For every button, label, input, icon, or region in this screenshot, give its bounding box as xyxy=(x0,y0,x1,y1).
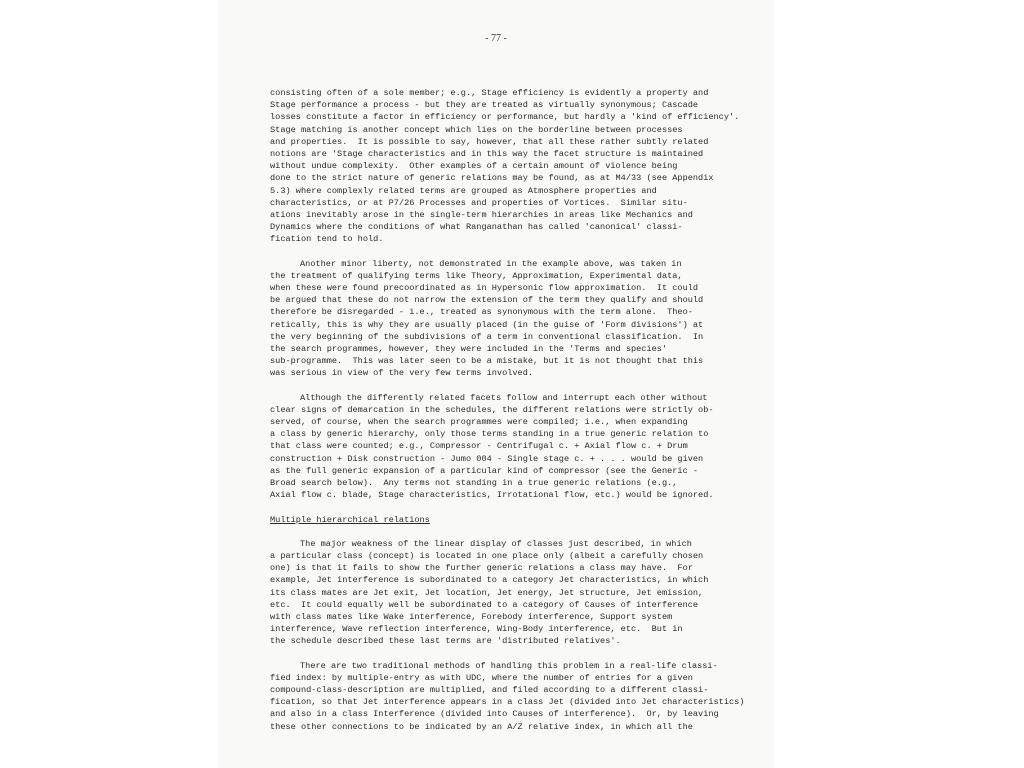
text-line: fication tend to hold. xyxy=(270,234,384,245)
text-line: ations inevitably arose in the single-term hierarchies in areas like Mechanics and xyxy=(270,210,693,221)
text-line: these other connections to be indicated by an A/Z relative index, in which all the xyxy=(270,721,693,732)
text-line: the very beginning of the subdivisions of a term in conventional classification. In xyxy=(270,331,704,342)
paragraph-1 xyxy=(270,87,740,246)
text-line: Broad search below). Any terms not standing in a true generic relations (e.g., xyxy=(270,478,678,489)
paragraph-2 xyxy=(270,258,728,380)
section-heading: Multiple hierarchical relations xyxy=(270,514,430,525)
text-line: Although the differently related facets follow and interrupt each other without xyxy=(300,392,708,403)
body-text xyxy=(270,87,745,745)
text-line: without undue complexity. Other examples of a certain amount of violence being xyxy=(270,161,678,172)
text-line: construction + Disk construction - Jumo 004 - Single stage c. + . . . would be given xyxy=(270,453,704,464)
text-line: when these were found precoordinated as in Hypersonic flow approximation. It could xyxy=(270,283,699,294)
text-line: Stage matching is another concept which lies on the borderline between processes xyxy=(270,124,683,135)
text-line: the treatment of qualifying terms like Theory, Approximation, Experimental data, xyxy=(270,270,683,281)
text-line: a class by generic hierarchy, only those terms standing in a true generic relation to xyxy=(270,429,709,440)
text-line: etc. It could equally well be subordinated to a category of Causes of interference xyxy=(270,599,699,610)
text-line: notions are 'Stage characteristics and in this way the facet structure is maintained xyxy=(270,149,704,160)
document-page xyxy=(218,0,774,768)
text-line: compound-class-description are multiplied, and filed according to a different classi- xyxy=(270,684,709,695)
text-line: and also in a class Interference (divided into Causes of interference). Or, by leaving xyxy=(270,709,719,720)
text-line: retically, this is why they are usually placed (in the guise of 'Form divisions') at xyxy=(270,319,704,330)
text-line: losses constitute a factor in efficiency or performance, but hardly a 'kind of efficiency'. xyxy=(270,112,740,123)
text-line: fied index: by multiple-entry as with UDC, where the number of entries for a given xyxy=(270,672,693,683)
text-line: sub-programme. This was later seen to be a mistake, but it is not thought that this xyxy=(270,356,704,367)
text-line: served, of course, when the search programmes were compiled; i.e., when expanding xyxy=(270,417,688,428)
text-line: was serious in view of the very few terms involved. xyxy=(270,368,534,379)
text-line: a particular class (concept) is located in one place only (albeit a carefully chosen xyxy=(270,550,704,561)
paragraph-5 xyxy=(270,660,745,733)
text-line: done to the strict nature of generic relations may be found, as at M4/33 (see Appendix xyxy=(270,173,714,184)
text-line: example, Jet interference is subordinated to a category Jet characteristics, in which xyxy=(270,575,709,586)
text-line: Stage performance a process - but they are treated as virtually synonymous; Cascade xyxy=(270,100,699,111)
text-line: be argued that these do not narrow the extension of the term they qualify and should xyxy=(270,295,704,306)
text-line: clear signs of demarcation in the schedules, the different relations were strictly ob- xyxy=(270,404,714,415)
text-line: interference, Wave reflection interference, Wing-Body interference, etc. But in xyxy=(270,624,683,635)
text-line: characteristics, or at P7/26 Processes and properties of Vortices. Similar situ- xyxy=(270,197,688,208)
text-line: consisting often of a sole member; e.g., Stage efficiency is evidently a property and xyxy=(270,88,709,98)
page-number: - 77 - xyxy=(485,33,507,44)
text-line: There are two traditional methods of handling this problem in a real-life classi- xyxy=(300,660,718,671)
text-line: its class mates are Jet exit, Jet location, Jet energy, Jet structure, Jet emission, xyxy=(270,587,704,598)
text-line: the search programmes, however, they were included in the 'Terms and species' xyxy=(270,344,668,355)
paragraph-4 xyxy=(270,538,728,648)
text-line: 5.3) where complexly related terms are grouped as Atmosphere properties and xyxy=(270,185,657,196)
text-line: one) is that it fails to show the further generic relations a class may have. For xyxy=(270,563,693,574)
text-line: with class mates like Wake interference, Forebody interference, Support system xyxy=(270,611,673,622)
text-line: Another minor liberty, not demonstrated in the example above, was taken in xyxy=(300,258,682,269)
text-line: Dynamics where the conditions of what Ranganathan has called 'canonical' classi- xyxy=(270,222,683,233)
text-line: Axial flow c. blade, Stage characteristics, Irrotational flow, etc.) would be ignored. xyxy=(270,490,714,501)
text-line: the schedule described these last terms are 'distributed relatives'. xyxy=(270,636,621,647)
text-line: fication, so that Jet interference appears in a class Jet (divided into Jet characteristics) xyxy=(270,697,745,708)
text-line: and properties. It is possible to say, however, that all these rather subtly related xyxy=(270,136,709,147)
paragraph-3 xyxy=(270,392,728,502)
text-line: as the full generic expansion of a particular kind of compressor (see the Generic - xyxy=(270,465,699,476)
text-line: therefore be disregarded - i.e., treated as synonymous with the term alone. Theo- xyxy=(270,307,693,318)
text-line: The major weakness of the linear display of classes just described, in which xyxy=(300,538,692,549)
text-line: that class were counted; e.g., Compressor - Centrifugal c. + Axial flow c. + Drum xyxy=(270,441,688,452)
